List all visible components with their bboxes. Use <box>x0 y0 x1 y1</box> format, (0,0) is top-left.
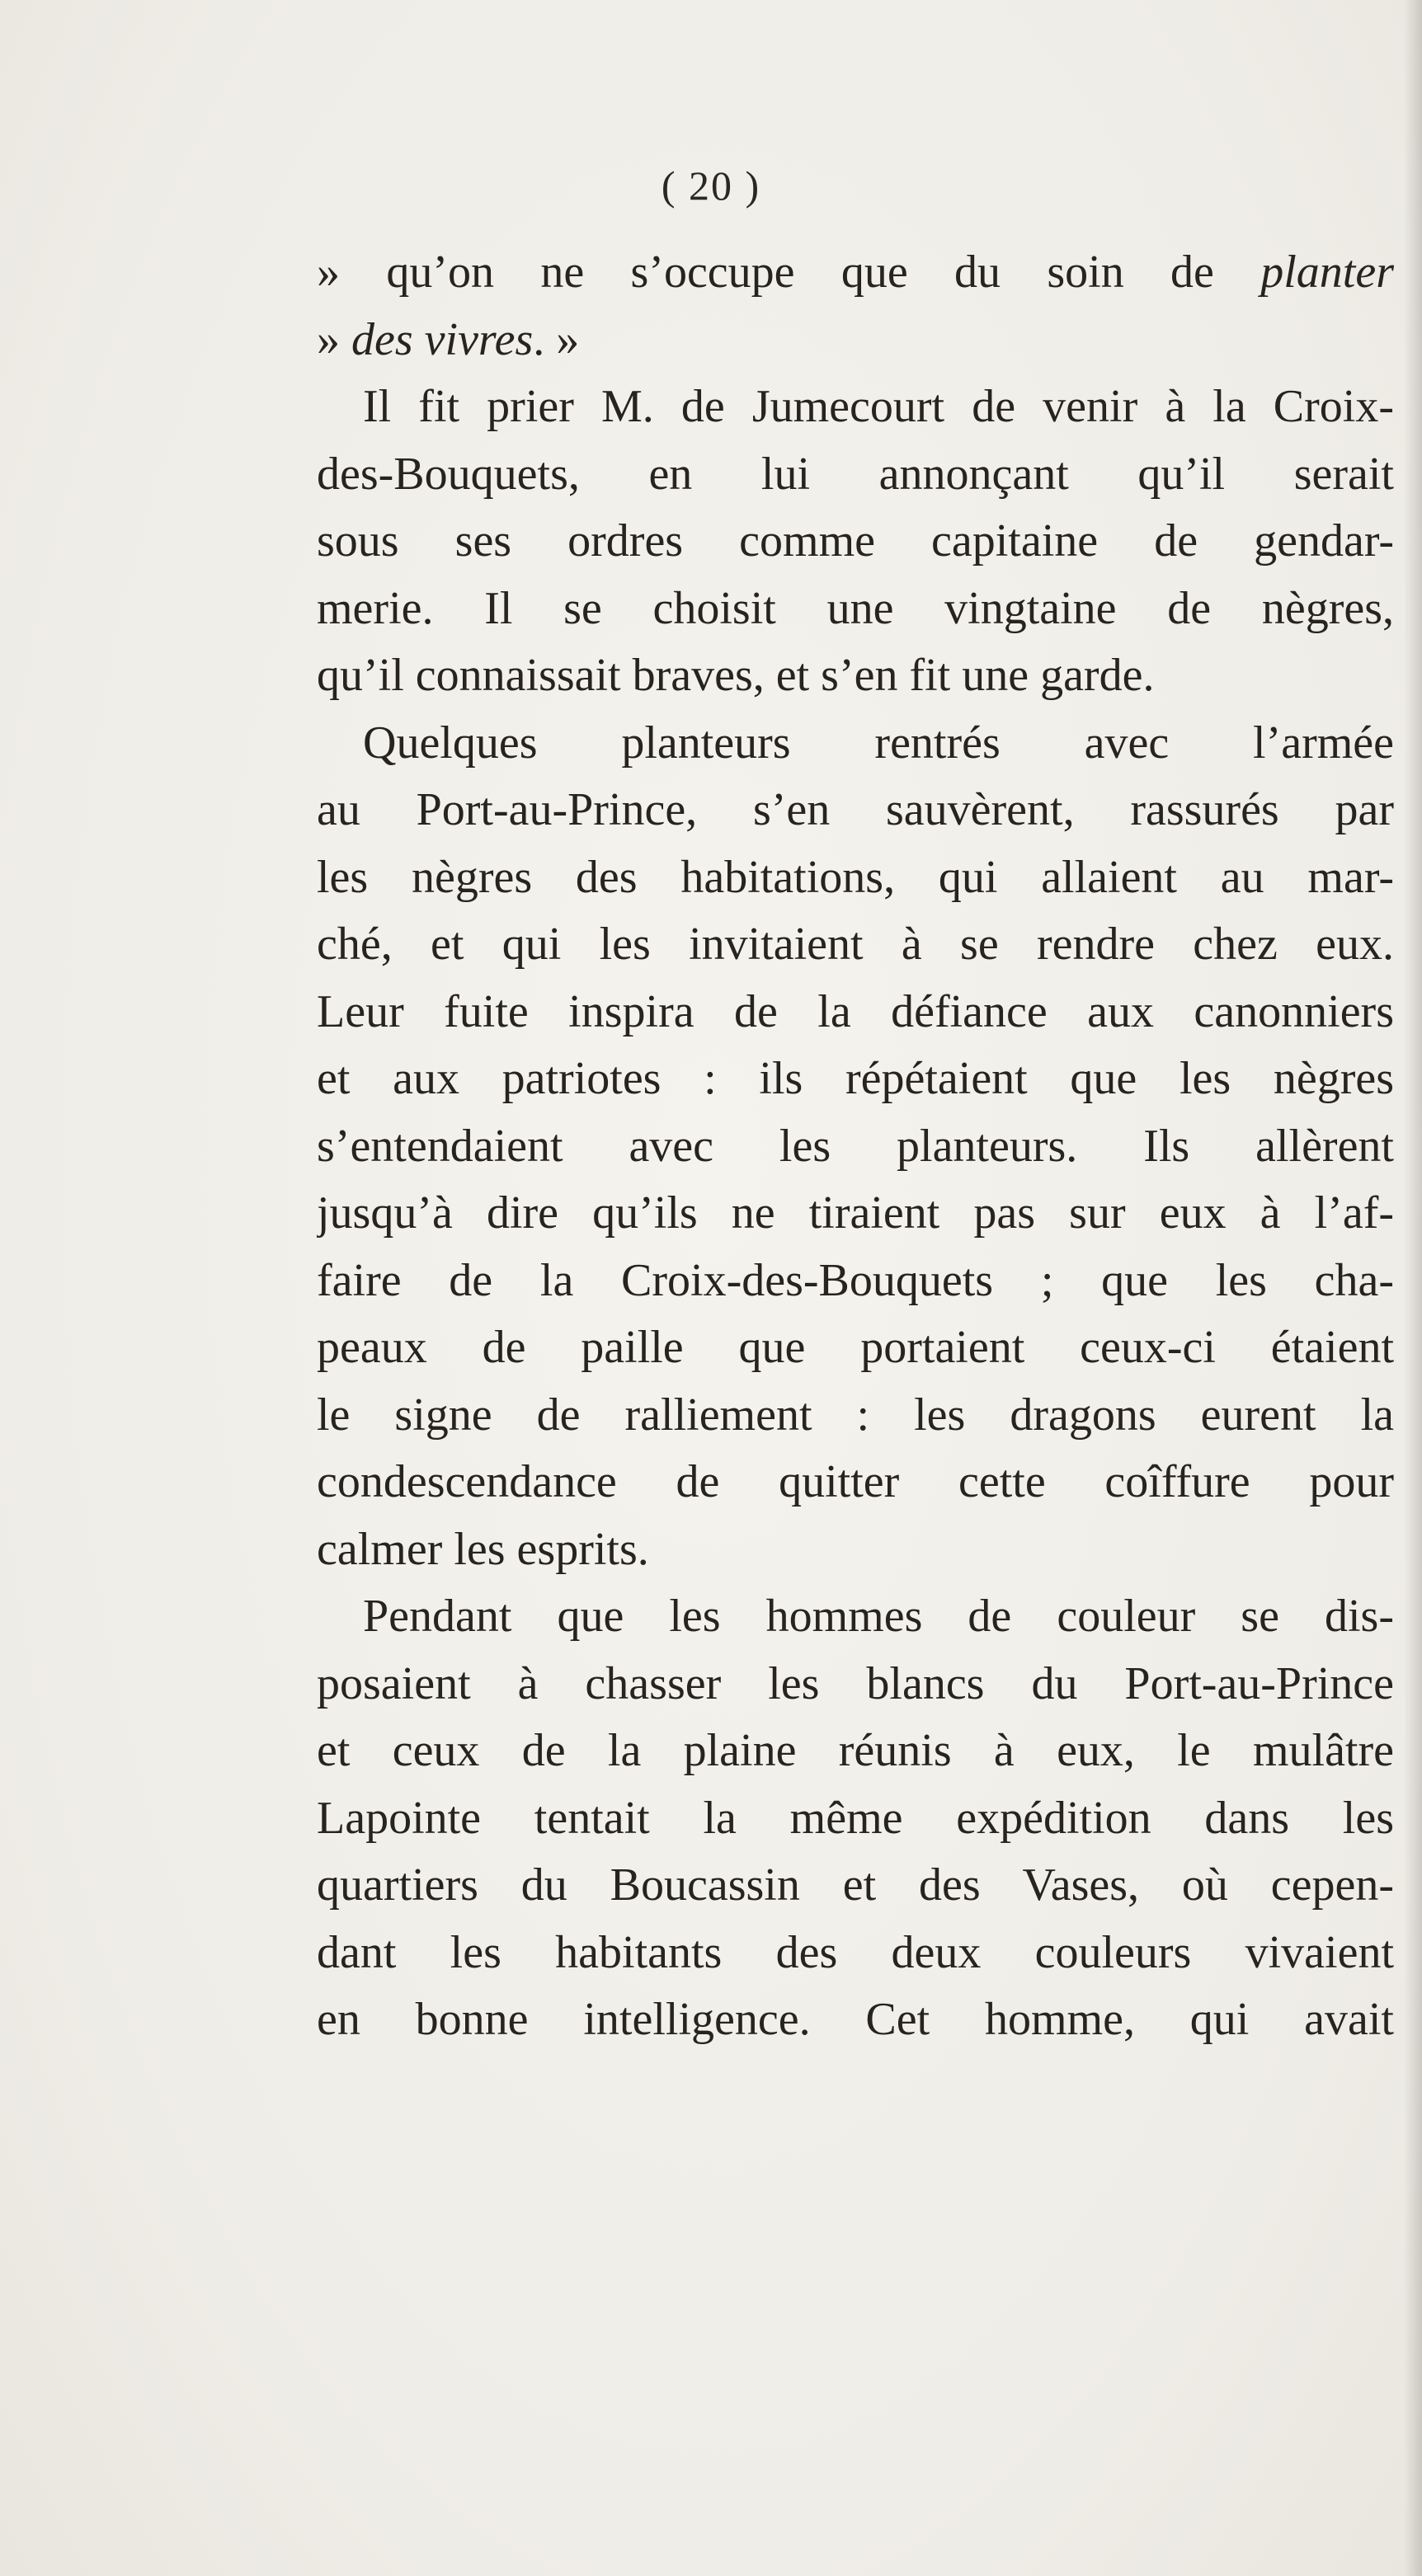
text-line: Il fit prier M. de Jumecourt de venir à la Croix- <box>363 381 1394 432</box>
text-line: des-Bouquets, en lui annonçant qu’il serait <box>317 448 1394 500</box>
text-line: et aux patriotes : ils répétaient que les nègres <box>317 1053 1394 1104</box>
text-line: merie. Il se choisit une vingtaine de nègres, <box>317 582 1394 634</box>
text-line: qu’il connaissait braves, et s’en fit une garde. <box>317 650 1155 701</box>
text-line: jusqu’à dire qu’ils ne tiraient pas sur eux à l’af- <box>317 1187 1394 1239</box>
text-line: calmer les esprits. <box>317 1523 649 1575</box>
text-line: quartiers du Boucassin et des Vases, où cepen- <box>317 1859 1394 1911</box>
text-line: condescendance de quitter cette coîffure pour <box>317 1456 1394 1507</box>
text-line: Quelques planteurs rentrés avec l’armée <box>363 717 1394 769</box>
page-number: ( 20 ) <box>661 162 761 209</box>
text-line: et ceux de la plaine réunis à eux, le mulâtre <box>317 1725 1394 1776</box>
text-line: ché, et qui les invitaient à se rendre chez eux. <box>317 919 1394 970</box>
text-line: dant les habitants des deux couleurs vivaient <box>317 1926 1394 1978</box>
text-line: Pendant que les hommes de couleur se dis- <box>363 1591 1394 1642</box>
text-line: faire de la Croix-des-Bouquets ; que les cha- <box>317 1254 1394 1306</box>
page-edge-shadow <box>1404 0 1422 2576</box>
text-line: Lapointe tentait la même expédition dans les <box>317 1792 1394 1844</box>
text-line: » des vivres. » <box>317 313 580 365</box>
text-line: en bonne intelligence. Cet homme, qui avait <box>317 1994 1394 2045</box>
text-line: peaux de paille que portaient ceux-ci étaient <box>317 1322 1394 1373</box>
text-line: Leur fuite inspira de la défiance aux canonniers <box>317 985 1394 1037</box>
text-line: s’entendaient avec les planteurs. Ils allèrent <box>317 1120 1394 1172</box>
text-line: sous ses ordres comme capitaine de gendar- <box>317 515 1394 566</box>
text-line: au Port-au-Prince, s’en sauvèrent, rassurés par <box>317 784 1394 835</box>
text-line: » qu’on ne s’occupe que du soin de planter <box>317 247 1394 298</box>
text-line: le signe de ralliement : les dragons eurent la <box>317 1389 1394 1441</box>
body-text <box>317 239 1394 2054</box>
text-line: les nègres des habitations, qui allaient au mar- <box>317 851 1394 903</box>
text-line: posaient à chasser les blancs du Port-au-Prince <box>317 1657 1394 1709</box>
